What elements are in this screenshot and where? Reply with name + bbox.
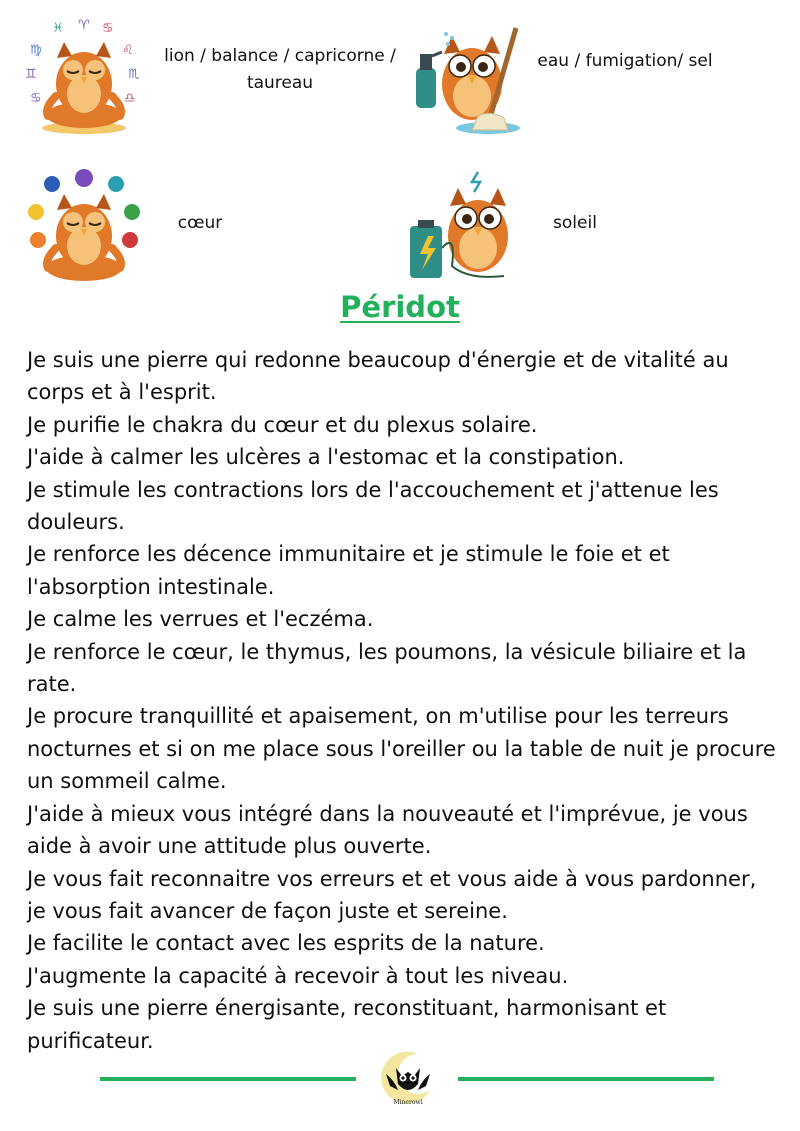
svg-text:♓: ♓: [52, 21, 64, 36]
footer-divider-left: [100, 1077, 356, 1081]
svg-text:♏: ♏: [128, 67, 140, 82]
stone-properties-list: [27, 344, 777, 1057]
logo-wordmark: Minerowl: [393, 1099, 423, 1106]
svg-text:♋: ♋: [102, 21, 114, 36]
property-paragraph: Je renforce le cœur, le thymus, les poumons, la vésicule biliaire et la rate.: [27, 639, 747, 697]
zodiac-label: lion / balance / capricorne / taureau: [164, 46, 396, 93]
recharge-label: soleil: [553, 213, 597, 233]
meditating-owl-zodiac-icon: [22, 18, 147, 138]
property-paragraph: Je calme les verrues et l'eczéma.: [27, 607, 374, 632]
svg-text:♊: ♊: [25, 67, 37, 82]
minerowl-logo-icon: [378, 1050, 438, 1108]
property-paragraph: Je procure tranquillité et apaisement, on m'utilise pour les terreurs nocturnes et si on me place sous l'oreiller ou la table de nuit je procure un sommeil calme.: [27, 704, 776, 794]
property-paragraph: Je suis une pierre énergisante, reconstituant, harmonisant et purificateur.: [27, 996, 667, 1053]
property-paragraph: Je vous fait reconnaitre vos erreurs et et vous aide à vous pardonner, je vous fait avancer de façon juste et sereine.: [27, 866, 757, 923]
chakra-label: cœur: [177, 213, 223, 233]
svg-text:♍: ♍: [30, 43, 42, 58]
svg-text:♋: ♋: [30, 91, 42, 106]
svg-text:♌: ♌: [122, 43, 134, 58]
property-paragraph: Je facilite le contact avec les esprits de la nature.: [27, 931, 545, 956]
meditating-owl-chakras-icon: [22, 168, 147, 288]
svg-text:♎: ♎: [124, 91, 136, 106]
stone-title: Péridot: [340, 290, 460, 324]
cleansing-label: eau / fumigation/ sel: [537, 51, 713, 71]
footer-divider-right: [458, 1077, 714, 1081]
property-paragraph: Je renforce les décence immunitaire et je stimule le foie et et l'absorption intestinale.: [27, 542, 670, 599]
svg-text:♈: ♈: [78, 18, 90, 33]
properties-row-2: [0, 168, 800, 288]
property-paragraph: J'aide à calmer les ulcères a l'estomac et la constipation.: [27, 445, 625, 470]
property-paragraph: Je stimule les contractions lors de l'accouchement et j'attenue les douleurs.: [27, 477, 719, 535]
property-paragraph: Je suis une pierre qui redonne beaucoup d'énergie et de vitalité au corps et à l'esprit.: [27, 348, 729, 405]
owl-cleaning-spray-mop-icon: [408, 18, 533, 138]
owl-battery-charging-icon: [408, 168, 533, 288]
property-paragraph: Je purifie le chakra du cœur et du plexus solaire.: [27, 412, 538, 437]
property-paragraph: J'aide à mieux vous intégré dans la nouveauté et l'imprévue, je vous aide à avoir une attitude plus ouverte.: [27, 801, 748, 859]
properties-row-1: [0, 18, 800, 138]
property-paragraph: J'augmente la capacité à recevoir à tout les niveau.: [27, 963, 569, 988]
